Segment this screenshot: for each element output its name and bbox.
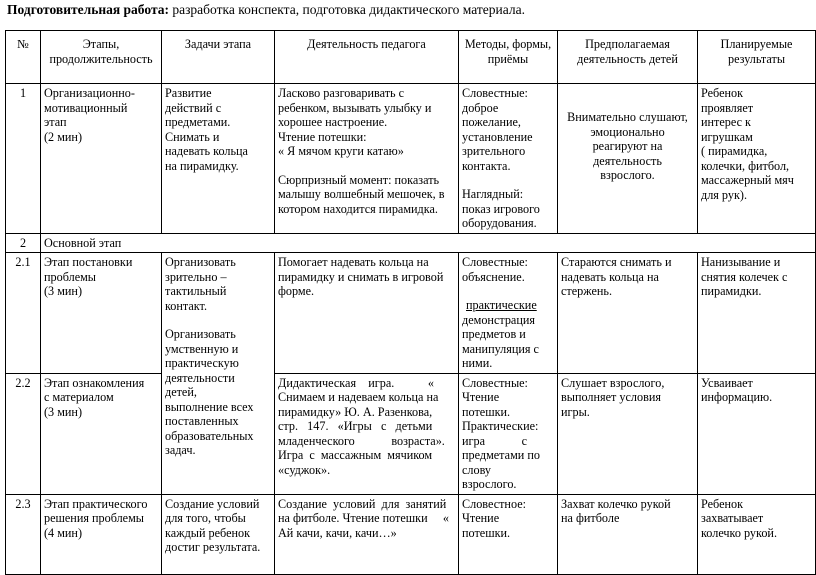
cell-line: Стараются снимать и xyxy=(561,255,672,269)
row21-teacher xyxy=(275,253,459,374)
cell-line: контакта. xyxy=(462,158,511,173)
cell-line: реагируют на xyxy=(592,139,663,153)
cell-line: практическую xyxy=(165,356,239,370)
cell-line: ребенком, вызывать улыбку и xyxy=(278,100,432,115)
cell-line: показ игрового xyxy=(462,201,540,216)
page-heading xyxy=(7,2,525,18)
cell-line: Словестные: xyxy=(462,255,528,269)
row2-num: 2 xyxy=(6,233,41,253)
cell-line: « Я мячом круги катаю» xyxy=(278,144,404,158)
cell-line: надевать кольца на xyxy=(561,269,659,284)
cell-line: установление xyxy=(462,129,533,144)
header-results: Планируемые результаты xyxy=(698,31,816,84)
cell-line: Нанизывание и xyxy=(701,255,781,269)
cell-line: на пирамидку. xyxy=(165,158,239,173)
row1-teacher xyxy=(275,84,459,234)
cell-line: Этап постановки xyxy=(44,255,133,269)
cell-line: решения проблемы xyxy=(44,511,144,525)
row23-results xyxy=(698,494,816,574)
header-teacher: Деятельность педагога xyxy=(275,31,459,84)
cell-line xyxy=(165,313,271,327)
row1-methods xyxy=(459,84,558,234)
cell-line: проявляет xyxy=(701,100,754,115)
cell-line: ( пирамидка, xyxy=(701,144,768,158)
cell-line: деятельности xyxy=(165,370,235,385)
cell-line: зрительно – xyxy=(165,269,227,284)
cell-line: Ребенок xyxy=(701,86,744,100)
cell-line: Создание условий для занятий xyxy=(278,496,447,511)
cell-line: Чтение потешки: xyxy=(278,129,367,144)
cell-line: потешки. xyxy=(462,525,511,540)
cell-line: Словестные: xyxy=(462,86,528,100)
row22-children xyxy=(558,373,698,494)
row22-methods xyxy=(459,373,558,494)
row1-children xyxy=(558,84,698,234)
cell-line: Сюрпризный момент: показать xyxy=(278,172,440,187)
cell-line: колечко рукой. xyxy=(701,525,777,540)
heading-bold: Подготовительная работа: xyxy=(7,2,169,17)
cell-line: Этап практического xyxy=(44,496,148,511)
cell-line: предметами по xyxy=(462,448,540,462)
cell-line: проблемы xyxy=(44,269,96,284)
cell-line: хорошее настроение. xyxy=(278,115,388,129)
table-row xyxy=(6,373,816,494)
cell-line: стержень. xyxy=(561,284,613,298)
row23-children xyxy=(558,494,698,574)
table-row xyxy=(6,233,816,253)
cell-line: действий с xyxy=(165,100,222,115)
cell-line: Ай качи, качи, качи…» xyxy=(278,525,397,540)
cell-line: Дидактическая игра. « xyxy=(278,375,434,390)
cell-line: оборудования. xyxy=(462,216,537,230)
cell-line: для того, чтобы xyxy=(165,511,246,525)
cell-line: каждый ребенок xyxy=(165,525,251,540)
cell-line: колечки, фитбол, xyxy=(701,158,790,173)
header-children: Предполагаемая деятельность детей xyxy=(558,31,698,84)
cell-line: взрослого. xyxy=(600,168,655,182)
row2-stage: Основной этап xyxy=(41,233,816,253)
cell-line: надевать кольца xyxy=(165,144,248,158)
row21-stage xyxy=(41,253,162,374)
cell-line: тактильный xyxy=(165,284,227,298)
table-row xyxy=(6,84,816,234)
cell-line: ними. xyxy=(462,356,493,370)
cell-line: Наглядный: xyxy=(462,187,524,201)
cell-line: Ребенок xyxy=(701,496,744,511)
row1-tasks xyxy=(162,84,275,234)
cell-line: (2 мин) xyxy=(44,129,83,144)
cell-line: Словестное: xyxy=(462,496,526,511)
header-methods: Методы, формы, приёмы xyxy=(459,31,558,84)
cell-line: Практические: xyxy=(462,419,539,433)
cell-line: деятельность xyxy=(593,153,662,168)
cell-line: интерес к xyxy=(701,115,751,129)
cell-line: достиг результата. xyxy=(165,540,261,554)
row21-num: 2.1 xyxy=(6,253,41,374)
cell-line: массажерный мяч xyxy=(701,173,794,187)
cell-line: игрушкам xyxy=(701,129,753,144)
cell-line: умственную и xyxy=(165,341,239,356)
cell-line: (4 мин) xyxy=(44,525,83,540)
cell-line: «суджок». xyxy=(278,462,331,477)
cell-line: младенческого возраста». xyxy=(278,433,445,448)
table-row xyxy=(6,494,816,574)
cell-line: пирамидку и снимать в игровой xyxy=(278,269,444,284)
cell-line: этап xyxy=(44,115,67,129)
row23-num: 2.3 xyxy=(6,494,41,574)
cell-line: малышу волшебный мешочек, в xyxy=(278,187,445,201)
row21-methods xyxy=(459,253,558,374)
cell-line: Чтение xyxy=(462,511,500,525)
row23-stage xyxy=(41,494,162,574)
row23-methods xyxy=(459,494,558,574)
cell-line: Снимать и xyxy=(165,129,220,144)
row22-teacher xyxy=(275,373,459,494)
cell-line: Организовать xyxy=(165,255,236,269)
row23-teacher xyxy=(275,494,459,574)
row1-stage xyxy=(41,84,162,234)
header-stage: Этапы, продолжительность xyxy=(41,31,162,84)
cell-line: Развитие xyxy=(165,86,212,100)
header-row xyxy=(6,31,816,84)
cell-line: Игра с массажным мячиком xyxy=(278,448,433,462)
header-tasks: Задачи этапа xyxy=(162,31,275,84)
cell-line: (3 мин) xyxy=(44,284,83,298)
cell-line: Словестные: xyxy=(462,375,528,390)
row21-results xyxy=(698,253,816,374)
cell-line: эмоционально xyxy=(590,124,665,139)
cell-line: игры. xyxy=(561,404,590,419)
cell-line: пирамидку» Ю. А. Разенкова, xyxy=(278,404,433,419)
row21-children xyxy=(558,253,698,374)
row21-tasks xyxy=(162,253,275,495)
cell-line: (3 мин) xyxy=(44,404,83,419)
cell-line: снятия колечек с xyxy=(701,269,788,284)
cell-line: информацию. xyxy=(701,390,773,404)
cell-line: объяснение. xyxy=(462,269,525,284)
cell-line: Организовать xyxy=(165,327,236,341)
cell-line: мотивационный xyxy=(44,100,128,115)
cell-line: задач. xyxy=(165,443,196,457)
cell-line: пирамидки. xyxy=(701,284,762,298)
cell-line: образовательных xyxy=(165,428,254,443)
cell-line: котором находится пирамидка. xyxy=(278,201,438,216)
cell-line: доброе xyxy=(462,100,499,115)
cell-line: манипуляция с xyxy=(462,341,539,356)
cell-line: Помогает надевать кольца на xyxy=(278,255,429,269)
row21-methods-a xyxy=(462,255,554,284)
row21-methods-b xyxy=(462,313,554,371)
cell-line: Снимаем и надеваем кольца на xyxy=(278,390,439,404)
cell-line: на фитболе xyxy=(561,511,620,525)
cell-line: Захват колечко рукой xyxy=(561,496,671,511)
cell-line: зрительного xyxy=(462,144,526,158)
cell-line: выполнение всех xyxy=(165,399,254,414)
row22-results xyxy=(698,373,816,494)
cell-line: Усваивает xyxy=(701,375,753,390)
cell-line: Организационно- xyxy=(44,86,135,100)
cell-line: предметов и xyxy=(462,327,526,341)
row21-methods-practical: практические xyxy=(466,298,537,312)
cell-line: форме. xyxy=(278,284,315,298)
heading-text: разработка конспекта, подготовка дидактического материала. xyxy=(168,2,525,17)
cell-line: Этап ознакомления xyxy=(44,375,145,390)
cell-line: детей, xyxy=(165,385,197,399)
cell-line: Ласково разговаривать с xyxy=(278,86,405,100)
cell-line: для рук). xyxy=(701,187,747,202)
cell-line: стр. 147. «Игры с детьми xyxy=(278,419,433,433)
cell-line: Слушает взрослого, xyxy=(561,375,665,390)
cell-line: предметами. xyxy=(165,115,231,129)
cell-line: контакт. xyxy=(165,298,208,313)
cell-line xyxy=(278,159,455,173)
cell-line: с материалом xyxy=(44,390,114,404)
row22-stage xyxy=(41,373,162,494)
row22-num: 2.2 xyxy=(6,373,41,494)
cell-line: Создание условий xyxy=(165,496,260,511)
row23-tasks xyxy=(162,494,275,574)
cell-line: игра с xyxy=(462,433,527,448)
cell-line: демонстрация xyxy=(462,312,535,327)
cell-line: Внимательно слушают, xyxy=(567,110,688,124)
cell-line xyxy=(462,173,554,187)
lesson-plan-table xyxy=(5,30,816,575)
cell-line: захватывает xyxy=(701,511,764,525)
row1-results xyxy=(698,84,816,234)
cell-line: потешки. xyxy=(462,404,511,419)
cell-line: Чтение xyxy=(462,390,500,404)
header-num: № xyxy=(6,31,41,84)
table-row xyxy=(6,253,816,374)
cell-line: на фитболе. Чтение потешки « xyxy=(278,511,449,525)
cell-line: слову xyxy=(462,462,492,477)
cell-line: выполняет условия xyxy=(561,390,661,404)
cell-line: пожелание, xyxy=(462,115,521,129)
cell-line: взрослого. xyxy=(462,477,517,491)
cell-line: поставленных xyxy=(165,414,239,428)
row1-num: 1 xyxy=(6,84,41,234)
